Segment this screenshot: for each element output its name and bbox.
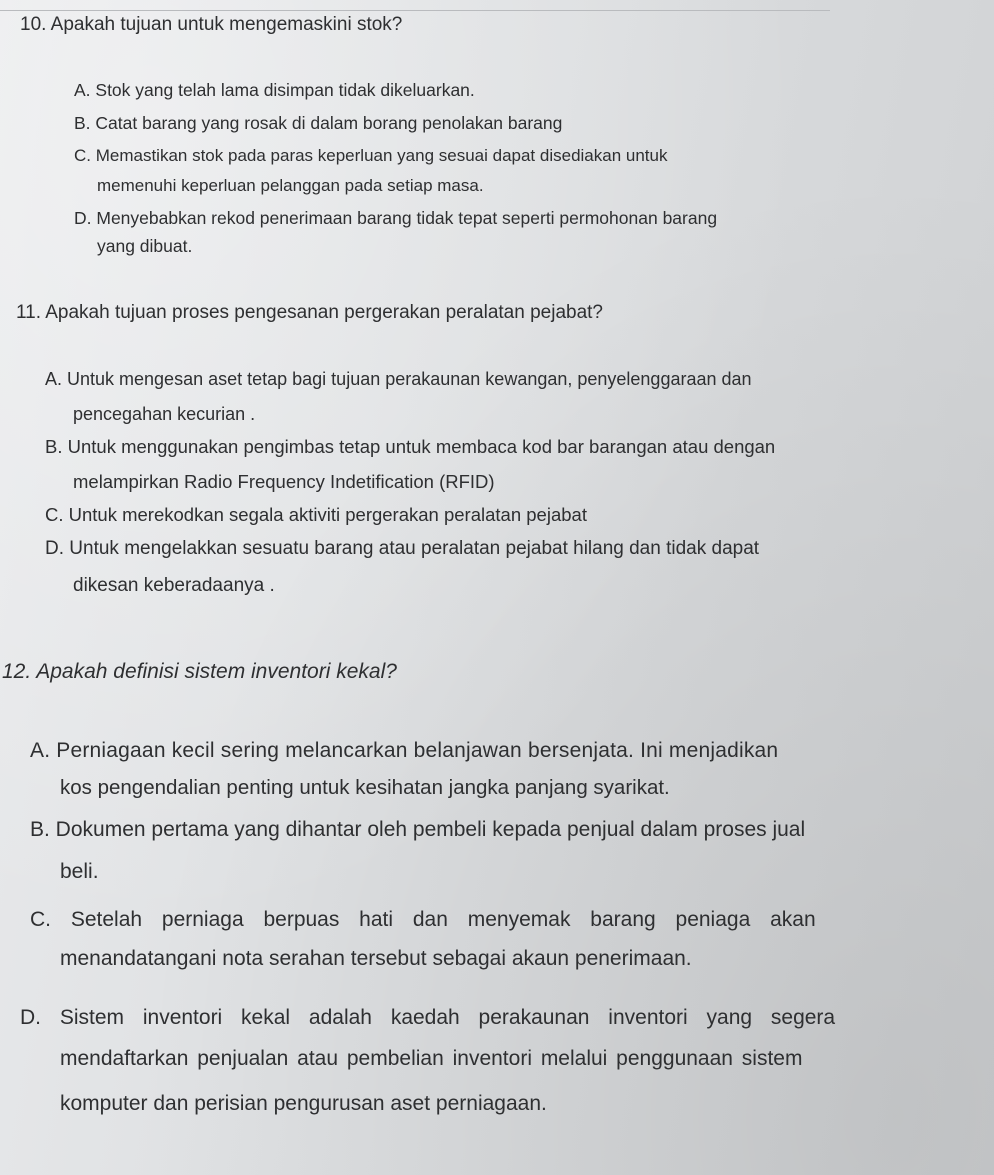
question-10-option-c: C. Memastikan stok pada paras keperluan yang sesuai dapat disediakan untuk — [74, 146, 668, 165]
question-12-option-d-continued-2: komputer dan perisian pengurusan aset perniagaan. — [60, 1092, 547, 1115]
question-11-option-a: A. Untuk mengesan aset tetap bagi tujuan perakaunan kewangan, penyelenggaraan dan — [45, 369, 752, 389]
question-12: 12. Apakah definisi sistem inventori kekal? — [2, 660, 397, 683]
question-10-option-c-continued: memenuhi keperluan pelanggan pada setiap masa. — [97, 176, 484, 195]
question-12-option-a-continued: kos pengendalian penting untuk kesihatan jangka panjang syarikat. — [60, 776, 670, 799]
question-11-option-c: C. Untuk merekodkan segala aktiviti pergerakan peralatan pejabat — [45, 504, 587, 525]
question-11-option-a-continued: pencegahan kecurian . — [73, 404, 256, 424]
question-10-option-d: D. Menyebabkan rekod penerimaan barang tidak tepat seperti permohonan barang — [74, 208, 718, 228]
question-10-option-d-continued: yang dibuat. — [97, 236, 193, 256]
question-12-option-b: B. Dokumen pertama yang dihantar oleh pembeli kepada penjual dalam proses jual — [30, 818, 806, 841]
top-divider — [0, 0, 830, 11]
question-12-option-b-continued: beli. — [60, 860, 99, 883]
question-11-option-b-continued: melampirkan Radio Frequency Indetification (RFID) — [73, 471, 495, 492]
question-11-option-d-continued: dikesan keberadaanya . — [73, 575, 275, 596]
question-11: 11. Apakah tujuan proses pengesanan pergerakan peralatan pejabat? — [16, 302, 603, 323]
question-12-option-d: D. Sistem inventori kekal adalah kaedah perakaunan inventori yang segera — [20, 1006, 836, 1029]
question-11-option-d: D. Untuk mengelakkan sesuatu barang atau peralatan pejabat hilang dan tidak dapat — [45, 538, 760, 559]
question-11-option-b: B. Untuk menggunakan pengimbas tetap untuk membaca kod bar barangan atau dengan — [45, 436, 776, 457]
question-12-option-c: C. Setelah perniaga berpuas hati dan menyemak barang peniaga akan — [30, 908, 816, 931]
question-10-option-a: A. Stok yang telah lama disimpan tidak dikeluarkan. — [74, 80, 475, 100]
question-12-option-a: A. Perniagaan kecil sering melancarkan belanjawan bersenjata. Ini menjadikan — [30, 739, 779, 762]
question-10-option-b: B. Catat barang yang rosak di dalam borang penolakan barang — [74, 113, 563, 133]
question-10: 10. Apakah tujuan untuk mengemaskini stok? — [20, 14, 403, 35]
question-12-option-c-continued: menandatangani nota serahan tersebut sebagai akaun penerimaan. — [60, 947, 692, 970]
question-12-option-d-continued: mendaftarkan penjualan atau pembelian inventori melalui penggunaan sistem — [60, 1047, 803, 1070]
